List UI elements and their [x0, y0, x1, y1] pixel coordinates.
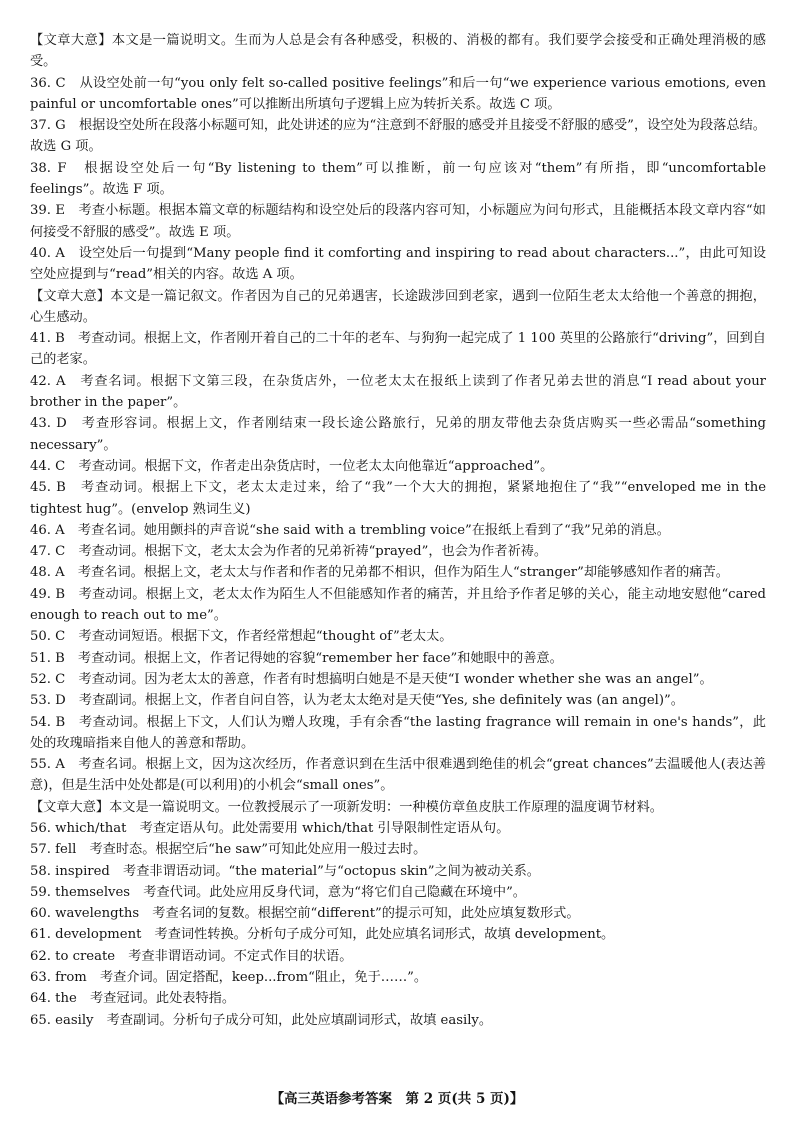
- answer-item: 64. the 考查冠词。此处表特指。: [30, 991, 236, 1007]
- answer-item: 41. B 考查动词。根据上文，作者刚开着自己的二十年的老车、与狗狗一起完成了 1 100 英里的公路旅行“driving”，回到自己的老家。: [30, 331, 766, 368]
- passage-summary: 【文章大意】本文是一篇说明文。生而为人总是会有各种感受，积极的、消极的都有。我们要学会接受和正确处理消极的感受。: [30, 33, 766, 70]
- answer-item: 37. G 根据设空处所在段落小标题可知，此处讲述的应为“注意到不舒服的感受并且接受不舒服的感受”，设空处为段落总结。故选 G 项。: [30, 118, 766, 155]
- answer-item: 61. development 考查词性转换。分析句子成分可知，此处应填名词形式，故填 development。: [30, 927, 615, 943]
- passage-summary: 【文章大意】本文是一篇说明文。一位教授展示了一项新发明：一种模仿章鱼皮肤工作原理的温度调节材料。: [30, 799, 663, 815]
- answer-list: [30, 30, 766, 1031]
- answer-item: 36. C 从设空处前一句“you only felt so-called positive feelings”和后一句“we experience various emotions, even painful or uncomfortable ones”可以推断出所填句子逻辑上应为转折关系。故选 C 项。: [30, 75, 766, 112]
- answer-item: 44. C 考查动词。根据下文，作者走出杂货店时，一位老太太向他靠近“approached”。: [30, 458, 554, 474]
- answer-item: 39. E 考查小标题。根据本篇文章的标题结构和设空处后的段落内容可知，小标题应为问句形式，且能概括本段文章内容“如何接受不舒服的感受”。故选 E 项。: [30, 203, 766, 240]
- answer-item: 40. A 设空处后一句提到“Many people find it comforting and inspiring to read about characters...”，由此可知设空处应提到与“read”相关的内容。故选 A 项。: [30, 245, 766, 283]
- answer-item: 38. F 根据设空处后一句“By listening to them”可以推断，前一句应该对“them”有所指，即“uncomfortable feelings”。故选 F 项。: [30, 160, 766, 198]
- answer-item: 52. C 考查动词。因为老太太的善意，作者有时想搞明白她是不是天使“I wonder whether she was an angel”。: [30, 671, 713, 687]
- answer-item: 58. inspired 考查非谓语动词。“the material”与“octopus skin”之间为被动关系。: [30, 863, 540, 879]
- answer-item: 59. themselves 考查代词。此处应用反身代词，意为“将它们自己隐藏在环境中”。: [30, 884, 526, 900]
- answer-item: 57. fell 考查时态。根据空后“he saw”可知此处应用一般过去时。: [30, 842, 427, 858]
- answer-item: 60. wavelengths 考查名词的复数。根据空前“different”的提示可知，此处应填复数形式。: [30, 906, 580, 922]
- answer-item: 51. B 考查动词。根据上文，作者记得她的容貌“remember her face”和她眼中的善意。: [30, 650, 563, 666]
- answer-item: 47. C 考查动词。根据下文，老太太会为作者的兄弟祈祷“prayed”，也会为作者祈祷。: [30, 544, 548, 560]
- answer-item: 54. B 考查动词。根据上下文，人们认为赠人玫瑰，手有余香“the lasting fragrance will remain in one's hands”，此处的玫瑰暗指来自他人的善意和帮助。: [30, 714, 766, 751]
- answer-item: 49. B 考查动词。根据上文，老太太作为陌生人不但能感知作者的痛苦，并且给予作者足够的关心，能主动地安慰他“cared enough to reach out to me”。: [30, 586, 766, 624]
- answer-item: 53. D 考查副词。根据上文，作者自问自答，认为老太太绝对是天使“Yes, she definitely was (an angel)”。: [30, 693, 684, 709]
- answer-item: 65. easily 考查副词。分析句子成分可知，此处应填副词形式，故填 easily。: [30, 1012, 493, 1028]
- answer-item: 50. C 考查动词短语。根据下文，作者经常想起“thought of”老太太。: [30, 629, 453, 645]
- answer-item: 55. A 考查名词。根据上文，因为这次经历，作者意识到在生活中很难遇到绝佳的机会“great chances”去温暖他人(表达善意)，但是生活中处处都是(可以利用)的小机会“small ones”。: [30, 757, 766, 794]
- page-footer: 【高三英语参考答案 第 2 页(共 5 页)】: [270, 1091, 524, 1107]
- answer-item: 63. from 考查介词。固定搭配，keep...from“阻止，免于……”。: [30, 970, 428, 986]
- answer-item: 42. A 考查名词。根据下文第三段，在杂货店外，一位老太太在报纸上读到了作者兄弟去世的消息“I read about your brother in the paper”。: [30, 373, 766, 411]
- answer-item: 46. A 考查名词。她用颤抖的声音说“she said with a trembling voice”在报纸上看到了“我”兄弟的消息。: [30, 522, 670, 538]
- answer-item: 45. B 考查动词。根据上下文，老太太走过来，给了“我”一个大大的拥抱，紧紧地抱住了“我”“enveloped me in the tightest hug”。(envelop 熟词生义): [30, 480, 766, 517]
- answer-item: 62. to create 考查非谓语动词。不定式作目的状语。: [30, 948, 353, 964]
- passage-summary: 【文章大意】本文是一篇记叙文。作者因为自己的兄弟遇害，长途跋涉回到老家，遇到一位陌生老太太给他一个善意的拥抱，心生感动。: [30, 288, 766, 325]
- answer-item: 43. D 考查形容词。根据上文，作者刚结束一段长途公路旅行，兄弟的朋友带他去杂货店购买一些必需品“something necessary”。: [30, 416, 766, 453]
- answer-item: 48. A 考查名词。根据上文，老太太与作者和作者的兄弟都不相识，但作为陌生人“stranger”却能够感知作者的痛苦。: [30, 565, 729, 581]
- answer-item: 56. which/that 考查定语从句。此处需要用 which/that 引导限制性定语从句。: [30, 820, 510, 836]
